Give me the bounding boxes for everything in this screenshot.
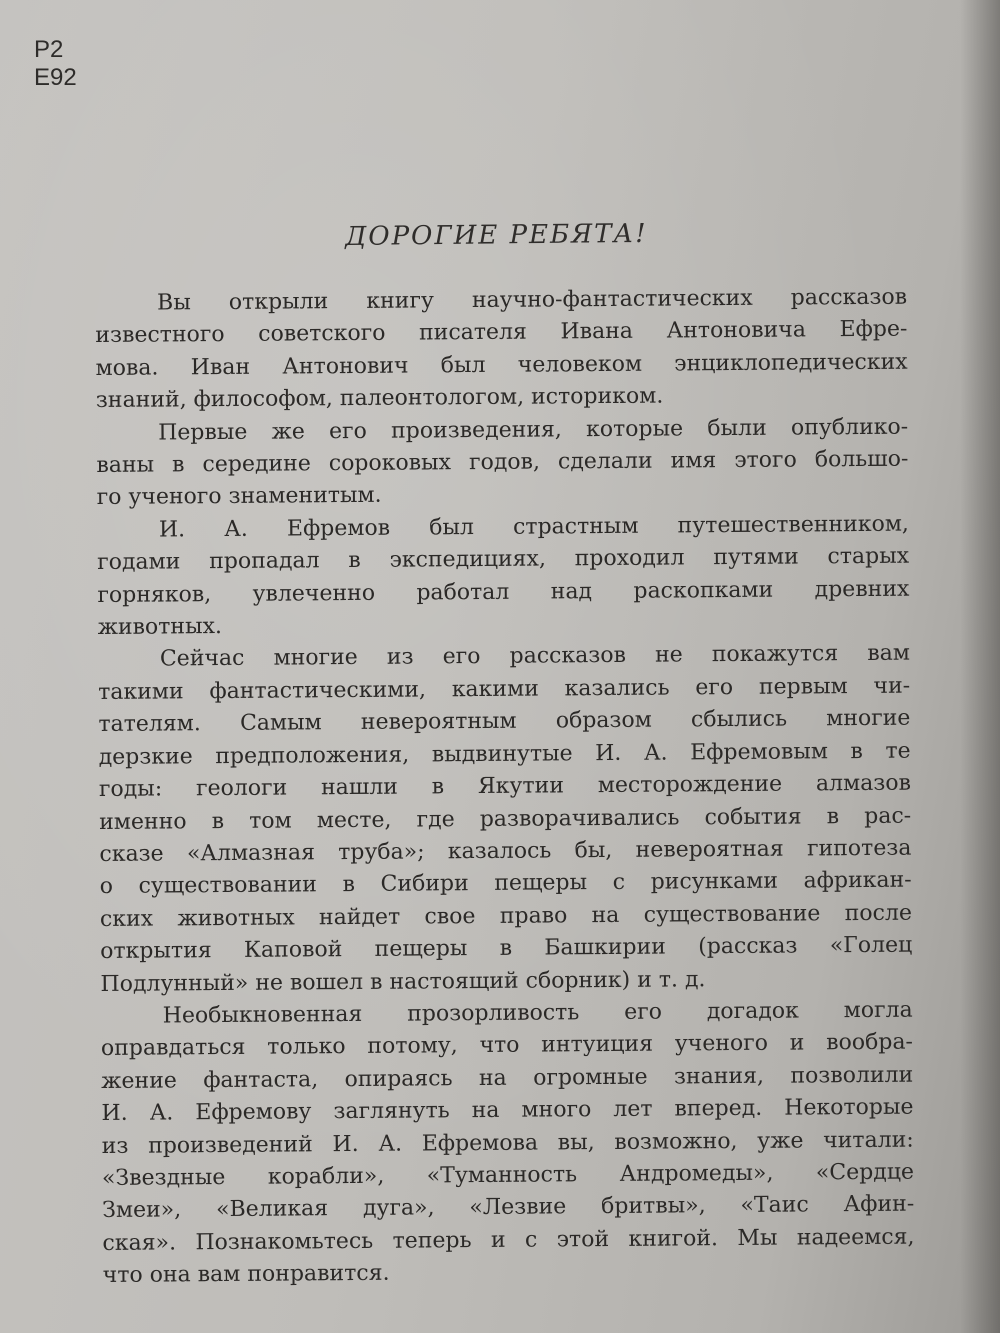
catalog-code-line-2: Е92: [34, 64, 77, 91]
text-line: Первые же его произведения, которые были опублико-: [158, 414, 909, 446]
text-line: оправдаться только потому, что интуиция ученого и вообра-: [100, 1029, 914, 1062]
text-line: о существовании в Сибири пещеры с рисунками африкан-: [99, 867, 912, 900]
catalog-code-line-1: Р2: [34, 36, 64, 63]
text-line: мова. Иван Антонович был человеком энциклопедических: [95, 349, 908, 381]
text-line: ских животных найдет свое право на существование после: [99, 900, 913, 932]
text-line: из произведений И. А. Ефремова вы, возможно, уже читали:: [101, 1127, 914, 1159]
text-line: знаний, философом, палеонтологом, историком.: [95, 383, 664, 414]
text-line: Вы открыли книгу научно-фантастических рассказов: [157, 284, 908, 316]
text-line: Подлунный» не вошел в настоящий сборник) и т. д.: [100, 966, 706, 997]
text-line: жение фантаста, опираясь на огромные знания, позволили: [101, 1062, 914, 1094]
text-line: горняков, увлеченно работал над раскопками древних: [97, 576, 910, 608]
text-line: такими фантастическими, какими казались его первым чи-: [98, 673, 911, 705]
text-line: И. А. Ефремов был страстным путешественником,: [158, 511, 909, 543]
text-line: «Звездные корабли», «Туманность Андромеды», «Сердце: [101, 1159, 915, 1191]
text-line: что она вам понравится.: [102, 1260, 390, 1289]
text-line: Змеи», «Великая дуга», «Лезвие бритвы», «Таис Афин-: [102, 1191, 915, 1224]
text-line: дерзкие предположения, выдвинутые И. А. Ефремовым в те: [98, 738, 911, 770]
text-line: Сейчас многие из его рассказов не покажутся вам: [159, 641, 910, 672]
text-line: животных.: [97, 614, 223, 641]
page-heading: ДОРОГИЕ РЕБЯТА!: [345, 218, 648, 252]
text-line: И. А. Ефремову заглянуть на много лет вперед. Некоторые: [101, 1094, 914, 1127]
text-line: открытия Каповой пещеры в Башкирии (рассказ «Голец: [100, 932, 913, 965]
preface-text: [95, 282, 915, 1293]
text-line: годами пропадал в экспедициях, проходил путями старых: [97, 543, 910, 576]
text-line: тателям. Самым невероятным образом сбылись многие: [98, 705, 911, 738]
text-line: сказе «Алмазная труба»; казалось бы, невероятная гипотеза: [99, 835, 912, 867]
text-line: ваны в середине сороковых годов, сделали имя этого большо-: [96, 446, 909, 479]
text-line: го ученого знаменитым.: [96, 483, 382, 511]
text-line: именно в том месте, где разворачивались события в рас-: [99, 803, 912, 835]
catalog-code: [34, 36, 77, 92]
text-line: ская». Познакомьтесь теперь и с этой книгой. Мы надеемся,: [102, 1224, 915, 1256]
text-line: годы: геологи нашли в Якутии месторождение алмазов: [98, 770, 912, 803]
text-line: известного советского писателя Ивана Антоновича Ефре-: [95, 317, 908, 349]
text-line: Необыкновенная прозорливость его догадок могла: [162, 997, 913, 1029]
